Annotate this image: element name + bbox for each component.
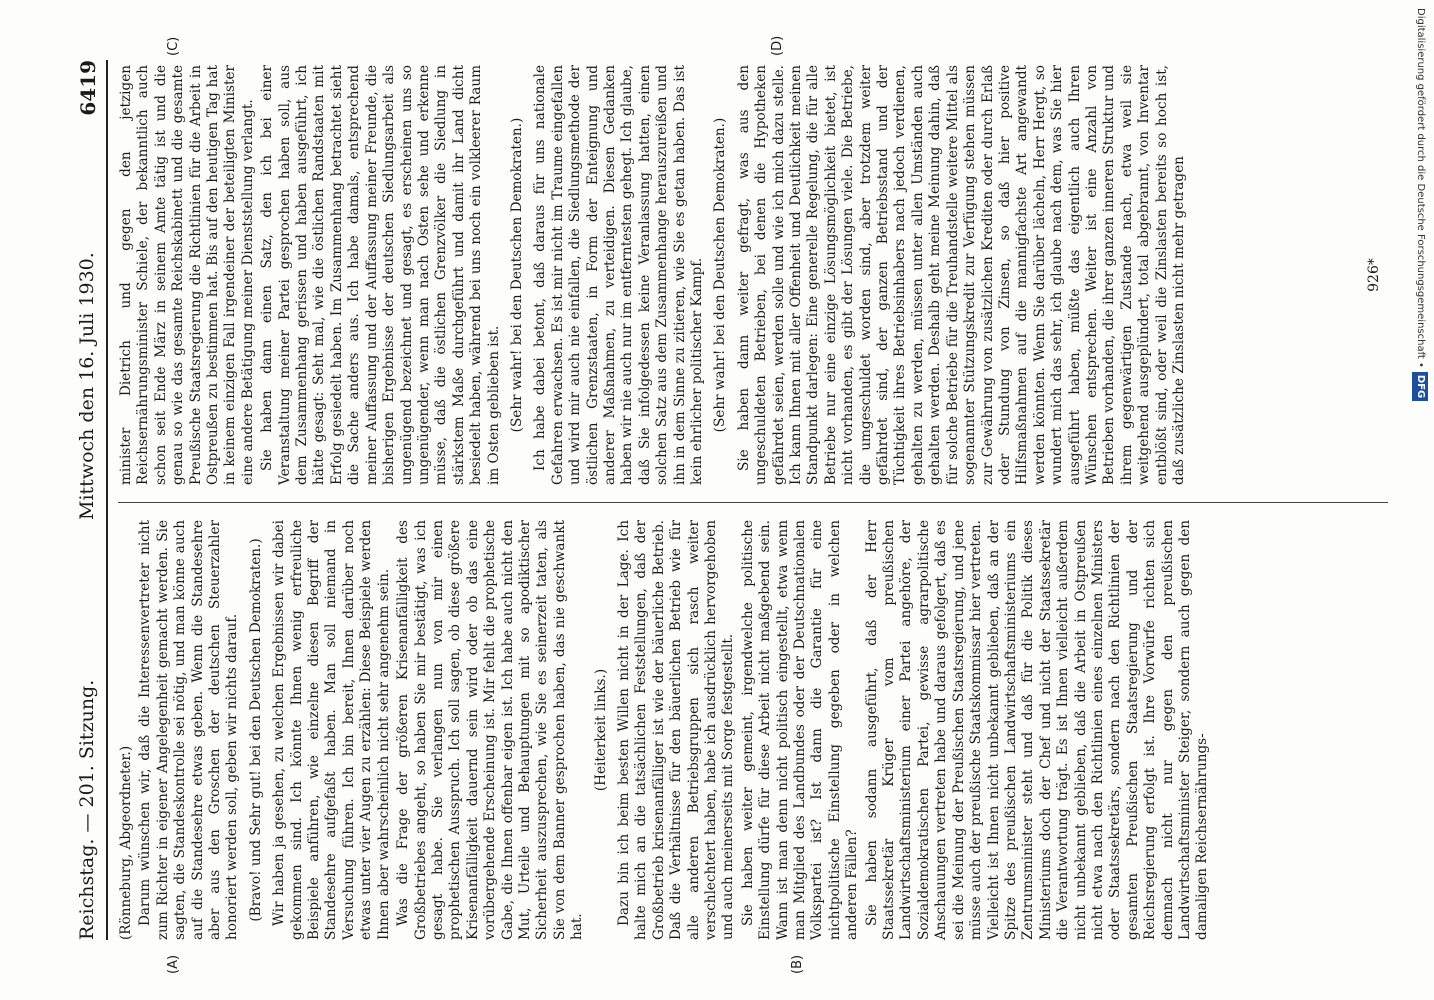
paragraph: Wir haben ja gesehen, zu welchen Ergebnissen wir dabei gekommen sind. Ich könnte Ihnen wenig erfreuliche Beispiele anführen, wie einzelne diesen Begriff der Standesehre aufgefaßt haben. Man soll niemand in Versuchung führen. Ich bin bereit, Ihnen darüber noch etwas unter vier Augen zu erzählen: Diese Beispiele werden Ihnen aber wahrscheinlich nicht sehr angenehm sein. xyxy=(271,520,392,940)
header-rule xyxy=(106,60,108,940)
right-column xyxy=(118,65,1190,485)
signature-mark: 926* xyxy=(1366,258,1382,292)
page-header xyxy=(70,60,110,940)
rotated-page xyxy=(70,35,1400,974)
paragraph: Sie haben sodann ausgeführt, daß der Herr Staatssekretär Krüger vom preußischen Landwirtschaftsministerium einer Partei angehöre, der Sozialdemokratischen Partei, gewisse agrarpolitische Anschauungen vertreten habe und daraus gefolgert, daß es sei die Meinung der Preußischen Staatsregierung, und jene müsse auch der preußische Staatskommissar hier vertreten. Vielleicht ist Ihnen nicht unbekannt geblieben, daß an der Spitze des preußischen Landwirtschaftsministeriums ein Zentrumsminister steht und daß für die Politik dieses Ministeriums doch der Chef und nicht der Staatssekretär die Verantwortung trägt. Es ist Ihnen vielleicht außerdem nicht unbekannt geblieben, daß die Arbeit in Ostpreußen nicht etwa nach den Richtlinien eines einzelnen Ministers oder Staatssekretärs, sondern nach den Richtlinien der gesamten Preußischen Staatsregierung und der Reichsregierung erfolgt ist. Ihre Vorwürfe richten sich demnach nicht nur gegen den preußischen Landwirtschaftsminister Steiger, sondern auch gegen den damaligen Reichsernährungs- xyxy=(863,520,1211,940)
interjection: (Heiterkeit links.) xyxy=(592,668,609,792)
margin-marker-a: (A) xyxy=(166,954,181,974)
side-note xyxy=(1412,8,1428,992)
paragraph: Darum wünschen wir, daß die Interessenvertreter nicht zum Richter in eigener Angelegenheit gemacht werden. Sie sagten, die Standeskontrolle sei nötig, und man könne auch auf die Standesehre etwas geben. Wenn die Standesehre aber aus den Groschen der deutschen Steuerzahler honoriert werden soll, geben wir nichts darauf. xyxy=(137,520,241,940)
paragraph: Sie haben dann einen Satz, den ich bei einer Veranstaltung meiner Partei gesprochen haben soll, aus dem Zusammenhang gerissen und haben ausgeführt, ich hätte gesagt: Seht mal, wie die östlichen Randstaaten mit Erfolg gesiedelt haben. Im Zusammenhang betrachtet sieht die Sache anders aus. Ich habe damals, entsprechend meiner Auffassung und der Auffassung meiner Freunde, die bisherigen Ergebnisse der deutschen Siedlungsarbeit als ungenügend bezeichnet und gesagt, es erscheinen uns so ungenügender, wenn man nach Osten sehe und erkenne müsse, daß die östlichen Grenzvölker die Siedlung in stärkstem Maße durchgeführt und damit ihr Land dicht besiedelt haben, während bei uns noch ein volkleerer Raum im Osten geblieben ist. xyxy=(259,65,502,485)
paragraph: Ich habe dabei betont, daß daraus für uns nationale Gefahren erwachsen. Es ist mir nicht im Traume eingefallen und wird mir auch nie einfallen, die Siedlungsmethode der östlichen Grenzstaaten, in Form der Enteignung und anderer Maßnahmen, zu verteidigen. Diesen Gedanken haben wir nie auch nur im entferntesten gehegt. Ich glaube, daß Sie infolgedessen keine Veranlassung hatten, einen solchen Satz aus dem Zusammenhange herauszureißen und ihn in dem Sinne zu zitieren, wie Sie es getan haben. Das ist kein ehrlicher politischer Kampf. xyxy=(532,65,705,485)
header-date: Mittwoch den 16. Juli 1930. xyxy=(76,252,98,520)
column-divider xyxy=(118,502,1388,503)
paragraph: Was die Frage der größeren Krisenanfälligkeit des Großbetriebes angeht, so haben Sie mir bestätigt, was ich gesagt habe. Sie verlangen nun von mir einen prophetischen Ausspruch. Ich soll sagen, ob diese größere Krisenanfälligkeit dauernd sein wird oder ob das eine vorübergehende Erscheinung ist. Mir fehlt die prophetische Gabe, die Ihnen offenbar eigen ist. Ich habe auch nicht den Mut, Urteile und Behauptungen mit so apodiktischer Sicherheit auszusprechen, wie Sie es seinerzeit taten, als Sie von dem Banner gesprochen haben, das nie geschwankt hat. xyxy=(395,520,586,940)
dfg-logo: DFG xyxy=(1412,372,1428,401)
margin-marker-d: (D) xyxy=(770,35,785,56)
paragraph: Sie haben weiter gemeint, irgendwelche politische Einstellung dürfe für diese Arbeit nicht maßgebend sein. Wann ist man denn nicht politisch eingestellt, etwa wenn man Mitglied des Landbundes oder der Deutschnationalen Volkspartei ist? Ist dann die Garantie für eine nichtpolitische Einstellung gegeben oder in welchen anderen Fällen? xyxy=(739,520,861,940)
page-number: 6419 xyxy=(76,60,100,116)
funding-text: Digitalisierung gefördert durch die Deutsche Forschungsgemeinschaft • xyxy=(1415,8,1426,368)
speaker-line: (Rönneburg, Abgeordneter.) xyxy=(118,745,134,940)
paragraph: Dazu bin ich beim besten Willen nicht in der Lage. Ich halte mich an die tatsächlichen Feststellungen, daß der Großbetrieb krisenanfälliger ist wie der bäuerliche Betrieb. Daß die Verhältnisse für den bäuerlichen Betrieb wie für alle anderen Betriebsgruppen sich rasch weiter verschlechtert haben, habe ich ausdrücklich hervorgehoben und auch meinerseits mit Sorge festgestellt. xyxy=(615,520,737,940)
interjection: (Bravo! und Sehr gut! bei den Deutschen Demokraten.) xyxy=(247,538,264,922)
paragraph: Sie haben dann weiter gefragt, was aus den ungeschuldeten Betrieben, bei denen die Hypotheken gefährdet seien, werden solle und wie ich mich dazu stelle. Ich kann Ihnen mit aller Offenheit und Deutlichkeit meinen Standpunkt darlegen: Eine generelle Regelung, die für alle Betriebe nur eine einzige Lösungsmöglichkeit bietet, ist nicht vorhanden, es gibt der Lösungen viele. Die Betriebe, die umgeschuldet worden sind, aber trotzdem weiter gefährdet sind, der ganzen Betriebsstand und der Tüchtigkeit ihres Betriebsinhabers nach jedoch verdienen, gehalten zu werden, müssen unter allen Umständen auch gehalten werden. Deshalb geht meine Meinung dahin, daß für solche Betriebe für die Treuhandstelle weitere Mittel als sogenannter Stützungskredit zur Verfügung stehen müssen zur Gewährung von zusätzlichen Krediten oder durch Erlaß oder Stundung von Zinsen, so daß hier positive Hilfsmaßnahmen auf die mannigfachste Art angewandt werden könnten. Wenn Sie darüber lächeln, Herr Hergt, so wundert mich das sehr, ich glaube nach dem, was Sie hier ausgeführt haben, müßte das eigentlich auch Ihren Wünschen entsprechen. Weiter ist eine Anzahl von Betrieben vorhanden, die ihrer ganzen inneren Struktur und ihrem gegenwärtigen Zustande nach, etwa weil sie weitgehend ausgeplündert, total abgebrannt, von Inventar entblößt sind, oder weil die Zinslasten bereits so hoch ist, daß zusätzliche Zinslasten nicht mehr getragen xyxy=(735,65,1187,485)
margin-marker-b: (B) xyxy=(790,954,805,974)
interjection: (Sehr wahr! bei den Deutschen Demokraten.) xyxy=(508,117,525,433)
margin-marker-c: (C) xyxy=(166,36,181,56)
header-left: Reichstag. — 201. Sitzung. xyxy=(76,679,98,940)
interjection: (Sehr wahr! bei den Deutschen Demokraten.) xyxy=(712,117,729,433)
funding-note xyxy=(1412,8,1428,992)
left-column xyxy=(118,520,1214,940)
paragraph: minister Dietrich und gegen den jetzigen Reichsernährungsminister Schiele, der bekanntlich auch schon seit Ende März in seinem Amte tätig ist und die genau so wie das gesamte Reichskabinett und die gesamte Preußische Staatsregierung die Richtlinien für die Arbeit in Ostpreußen zu bestimmen hat. Bis auf den heutigen Tag hat in keinem einzigen Fall irgendeiner der beteiligten Minister eine andere Betätigung meiner Dienststellung verlangt. xyxy=(118,65,256,485)
